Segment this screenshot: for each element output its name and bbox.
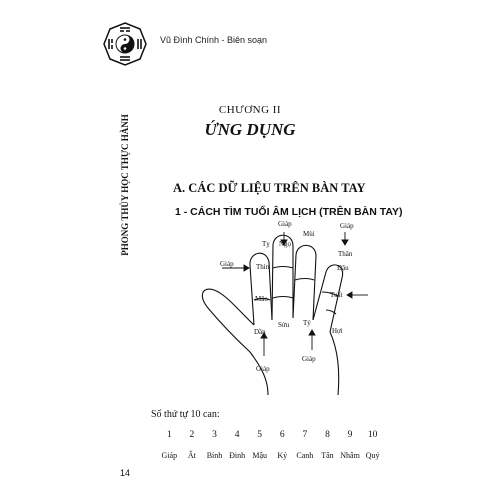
order-label: Số thứ tự 10 can: bbox=[151, 409, 220, 420]
label-mao: Mão bbox=[255, 295, 268, 303]
stem-name: Tân bbox=[321, 451, 334, 460]
label-than: Thân bbox=[338, 250, 353, 258]
label-ty-snake: Tỵ bbox=[262, 240, 270, 248]
label-dan: Dần bbox=[254, 328, 266, 336]
label-mui: Mùi bbox=[303, 230, 315, 238]
label-thin: Thìn bbox=[256, 263, 270, 271]
stem-number: 1 bbox=[166, 430, 172, 440]
stem-name: Ất bbox=[187, 451, 196, 460]
label-ty-rat: Tý bbox=[303, 319, 311, 327]
stem-name: Giáp bbox=[161, 451, 178, 460]
bagua-logo-icon bbox=[103, 22, 147, 66]
stem-number: 10 bbox=[367, 430, 378, 440]
stem-number: 5 bbox=[257, 430, 263, 440]
stem-names-row bbox=[158, 451, 384, 460]
chapter-label: CHƯƠNG II bbox=[218, 104, 282, 116]
hand-diagram bbox=[180, 220, 400, 395]
stem-name: Mậu bbox=[252, 451, 267, 460]
stem-name: Canh bbox=[296, 451, 314, 460]
subsection-heading: 1 - CÁCH TÌM TUỔI ÂM LỊCH (TRÊN BÀN TAY) bbox=[175, 206, 403, 218]
label-giap-ngo: Giáp bbox=[278, 220, 292, 228]
stem-number: 7 bbox=[302, 430, 308, 440]
author-credit: Vũ Đình Chính - Biên soạn bbox=[160, 35, 268, 45]
label-suu: Sửu bbox=[278, 321, 290, 329]
chapter-title: ỨNG DỤNG bbox=[204, 120, 296, 139]
side-book-title-text: PHONG THỦY HỌC THỰC HÀNH bbox=[120, 114, 130, 256]
stem-number: 4 bbox=[234, 430, 240, 440]
label-hoi: Hợi bbox=[332, 327, 343, 335]
stem-number: 6 bbox=[279, 430, 285, 440]
section-heading: A. CÁC DỮ LIỆU TRÊN BÀN TAY bbox=[173, 181, 366, 195]
stem-number: 2 bbox=[189, 430, 195, 440]
stem-name: Bính bbox=[206, 451, 223, 460]
stem-name: Đinh bbox=[229, 451, 246, 460]
label-giap-dan: Giáp bbox=[256, 365, 270, 373]
label-giap-than: Giáp bbox=[340, 222, 354, 230]
stem-number: 9 bbox=[347, 430, 353, 440]
label-giap-thin: Giáp bbox=[220, 260, 234, 268]
label-giap-ty: Giáp bbox=[302, 355, 316, 363]
stem-number: 3 bbox=[212, 430, 217, 440]
label-dau: Dậu bbox=[337, 264, 349, 272]
stem-number: 8 bbox=[325, 430, 330, 440]
label-tuat: Tuất bbox=[330, 291, 343, 299]
stem-name: Kỷ bbox=[277, 451, 288, 460]
label-ngo: Ngọ bbox=[279, 240, 292, 248]
stem-name: Nhâm bbox=[340, 451, 360, 460]
page-number: 14 bbox=[120, 468, 131, 478]
stem-name: Quý bbox=[365, 451, 380, 460]
stem-numbers-row bbox=[158, 430, 384, 440]
